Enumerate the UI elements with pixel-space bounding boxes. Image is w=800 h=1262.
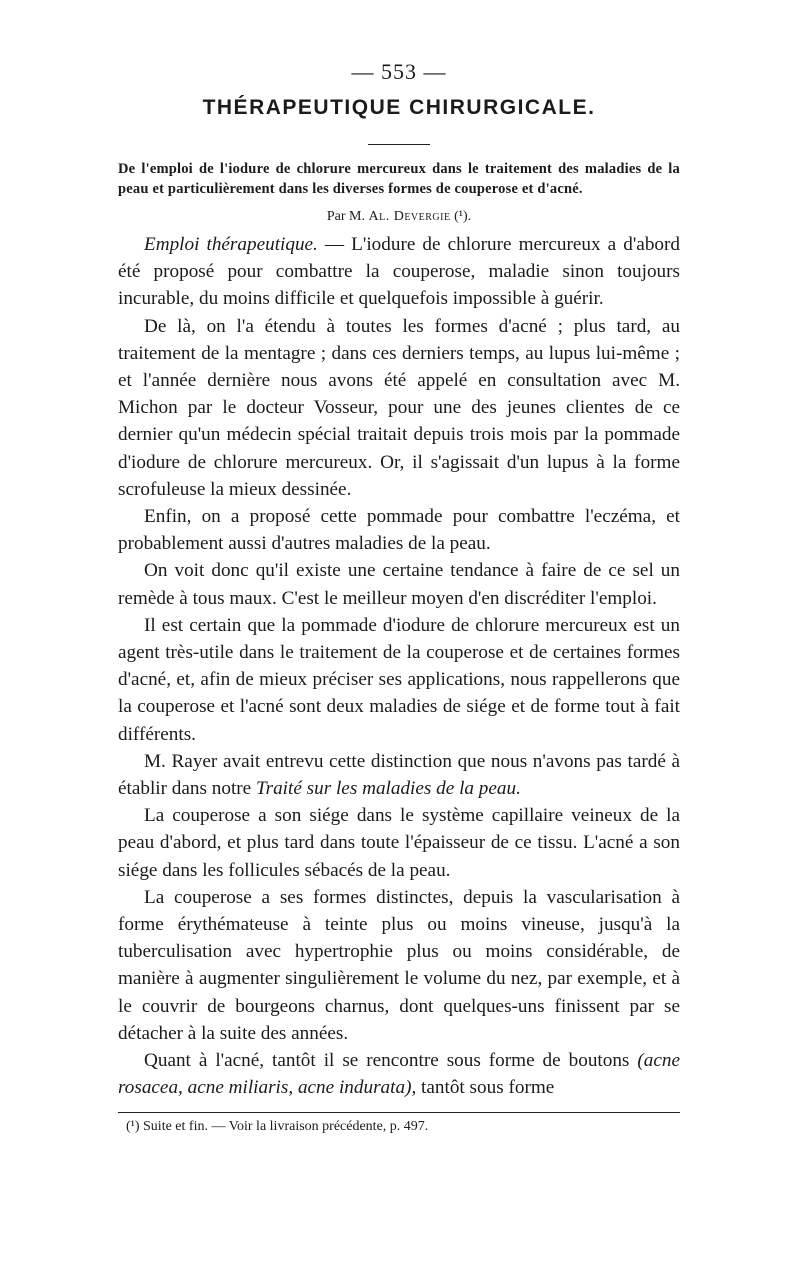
paragraph-9-text-start: Quant à l'acné, tantôt il se rencontre sous forme de boutons bbox=[144, 1050, 638, 1072]
paragraph-3: Enfin, on a proposé cette pommade pour combattre l'eczéma, et probablement aussi d'autres maladies de la peau. bbox=[118, 506, 680, 555]
page-number: — 553 — bbox=[351, 59, 447, 84]
paragraph-6-text: M. Rayer avait entrevu cette distinction que nous n'avons pas tardé à établir dans notre bbox=[118, 750, 680, 800]
footnote-divider bbox=[118, 1112, 680, 1113]
author-note-mark: (¹). bbox=[450, 209, 472, 224]
article-body bbox=[118, 231, 680, 1102]
paragraph-4: On voit donc qu'il existe une certaine tendance à faire de ce sel un remède à tous maux. C'est le meilleur moyen d'en discréditer l'emploi. bbox=[118, 560, 680, 609]
paragraph-1 bbox=[118, 231, 680, 313]
author-prefix: Par M. bbox=[326, 209, 369, 224]
title-divider bbox=[368, 144, 430, 145]
paragraph-1-lead: Emploi thérapeutique. bbox=[144, 234, 318, 255]
latin-terms-italic: (acne rosacea, acne miliaris, acne indurata) bbox=[118, 1050, 680, 1099]
paragraph-8: La couperose a ses formes distinctes, depuis la vascularisation à forme érythémateuse à teinte plus ou moins vineuse, jusqu'à la tuberculisation avec hypertrophie plus ou moins considérable, de manière à augmenter singulièrement le volume du nez, par exemple, et à le couvrir de bourgeons charnus, dont quelques-uns finissent par se détacher à la suite des années. bbox=[118, 886, 680, 1044]
footnote: (¹) Suite et fin. — Voir la livraison précédente, p. 497. bbox=[126, 1118, 429, 1134]
paragraph-1-text: — L'iodure de chlorure mercureux a d'abord été proposé pour combattre la couperose, maladie sinon toujours incurable, du moins difficile et quelquefois impossible à guérir. bbox=[118, 234, 680, 310]
paragraph-9-text-end: , tantôt sous forme bbox=[411, 1077, 555, 1099]
paragraph-5: Il est certain que la pommade d'iodure de chlorure mercureux est un agent très-utile dans le traitement de la couperose et de certaines formes d'acné, et, afin de mieux préciser ses applications, nous rappellerons que la couperose et l'acné sont deux maladies de siége et de forme tout à fait différents. bbox=[118, 614, 680, 745]
article-title: De l'emploi de l'iodure de chlorure mercureux dans le traitement des maladies de la peau et particulièrement dans les diverses formes de couperose et d'acné. bbox=[118, 161, 680, 197]
section-title: THÉRAPEUTIQUE CHIRURGICALE. bbox=[202, 96, 596, 119]
book-title-italic: Traité sur les maladies de la peau. bbox=[256, 778, 521, 800]
paragraph-6 bbox=[118, 748, 680, 802]
book-page bbox=[118, 58, 680, 1137]
paragraph-7: La couperose a son siége dans le système capillaire veineux de la peau d'abord, et plus tard dans toute l'épaisseur de ce tissu. L'acné a son siége dans les follicules sébacés de la peau. bbox=[118, 805, 680, 881]
paragraph-9 bbox=[118, 1047, 680, 1101]
author-name: Al. Devergie bbox=[368, 209, 451, 224]
paragraph-2: De là, on l'a étendu à toutes les formes d'acné ; plus tard, au traitement de la mentagre ; dans ces derniers temps, au lupus lui-même ; et l'année dernière nous avons été appelé en consultation avec M. Michon par le docteur Vosseur, pour une des jeunes clientes de ce dernier qu'un médecin spécial traitait depuis trois mois par la pommade d'iodure de chlorure mercureux. Or, il s'agissait d'un lupus à la forme scrofuleuse la mieux dessinée. bbox=[118, 315, 680, 500]
author-line bbox=[118, 207, 680, 227]
